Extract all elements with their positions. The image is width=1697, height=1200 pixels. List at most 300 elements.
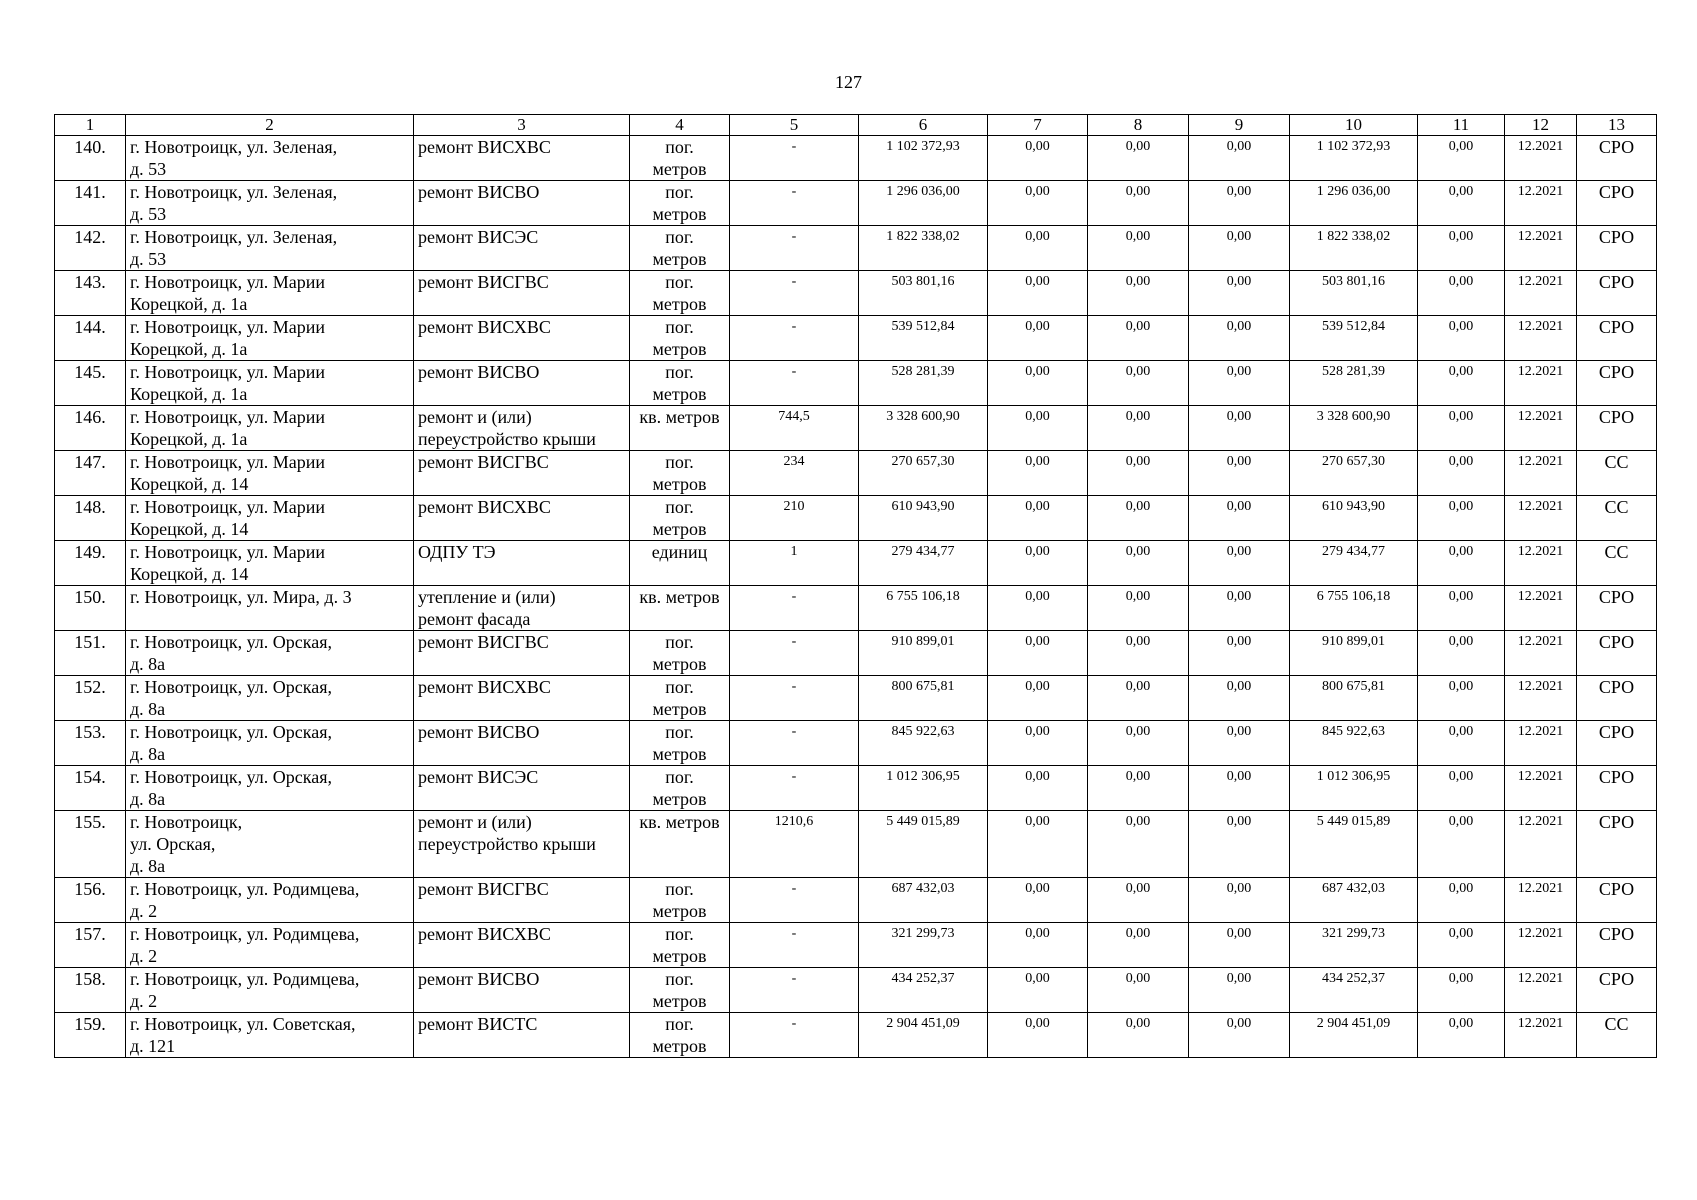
address-cell (126, 766, 414, 811)
table-row (55, 586, 1657, 631)
fund-col7-cell: 0,00 (988, 316, 1088, 361)
address-cell-line: г. Новотроицк, ул. Марии (130, 407, 326, 427)
completion-date-cell: 12.2021 (1505, 1013, 1577, 1058)
quantity-cell: - (730, 878, 859, 923)
unit-cell-line: кв. метров (639, 587, 720, 607)
fund-col11-cell: 0,00 (1418, 676, 1505, 721)
fund-col7-cell: 0,00 (988, 923, 1088, 968)
unit-cell-line: пог. (665, 227, 694, 247)
work-type-cell-line: ОДПУ ТЭ (418, 542, 496, 562)
cost-total-cell: 845 922,63 (859, 721, 988, 766)
unit-cell-line: метров (652, 474, 707, 494)
fund-col10-cell: 3 328 600,90 (1290, 406, 1418, 451)
fund-col7-cell: 0,00 (988, 271, 1088, 316)
repair-registry-table (54, 114, 1657, 1058)
address-cell-line: г. Новотроицк, ул. Мира, д. 3 (130, 587, 352, 607)
fund-col8-cell: 0,00 (1088, 586, 1189, 631)
unit-cell-line: метров (652, 744, 707, 764)
address-cell (126, 676, 414, 721)
address-cell-line: г. Новотроицк, ул. Орская, (130, 767, 333, 787)
unit-cell-line: пог. (665, 272, 694, 292)
row-number: 141. (55, 181, 126, 226)
address-cell-line: Корецкой, д. 1а (130, 384, 248, 404)
unit-cell-line: метров (652, 946, 707, 966)
completion-date-cell: 12.2021 (1505, 586, 1577, 631)
address-cell (126, 968, 414, 1013)
fund-col9-cell: 0,00 (1189, 271, 1290, 316)
unit-cell (630, 811, 730, 878)
fund-col11-cell: 0,00 (1418, 766, 1505, 811)
quantity-cell: 234 (730, 451, 859, 496)
cost-total-cell: 610 943,90 (859, 496, 988, 541)
completion-date-cell: 12.2021 (1505, 271, 1577, 316)
address-cell (126, 136, 414, 181)
fund-col11-cell: 0,00 (1418, 496, 1505, 541)
fund-col9-cell: 0,00 (1189, 811, 1290, 878)
row-number: 152. (55, 676, 126, 721)
table-row (55, 451, 1657, 496)
address-cell-line: Корецкой, д. 14 (130, 474, 249, 494)
address-cell (126, 923, 414, 968)
column-header-5: 5 (730, 115, 859, 136)
fund-col9-cell: 0,00 (1189, 878, 1290, 923)
address-cell (126, 721, 414, 766)
unit-cell-line: пог. (665, 182, 694, 202)
work-type-cell-line: ремонт ВИСХВС (418, 924, 551, 944)
table-row (55, 136, 1657, 181)
row-number: 156. (55, 878, 126, 923)
unit-cell (630, 316, 730, 361)
fund-col8-cell: 0,00 (1088, 496, 1189, 541)
row-number: 158. (55, 968, 126, 1013)
quantity-cell: 210 (730, 496, 859, 541)
unit-cell (630, 496, 730, 541)
quantity-cell: - (730, 316, 859, 361)
cost-total-cell: 270 657,30 (859, 451, 988, 496)
quantity-cell: - (730, 586, 859, 631)
cost-total-cell: 321 299,73 (859, 923, 988, 968)
work-type-cell (414, 496, 630, 541)
work-type-cell-line: ремонт ВИСГВС (418, 452, 549, 472)
column-header-13: 13 (1577, 115, 1657, 136)
fund-col10-cell: 270 657,30 (1290, 451, 1418, 496)
fund-col10-cell: 1 012 306,95 (1290, 766, 1418, 811)
unit-cell-line: кв. метров (639, 812, 720, 832)
fund-col9-cell: 0,00 (1189, 721, 1290, 766)
cost-total-cell: 800 675,81 (859, 676, 988, 721)
cost-total-cell: 434 252,37 (859, 968, 988, 1013)
fund-col7-cell: 0,00 (988, 721, 1088, 766)
fund-col11-cell: 0,00 (1418, 541, 1505, 586)
work-type-cell-line: ремонт фасада (418, 609, 531, 629)
work-type-cell-line: ремонт ВИСТС (418, 1014, 538, 1034)
column-header-4: 4 (630, 115, 730, 136)
work-type-cell-line: ремонт и (или) (418, 407, 532, 427)
column-header-1: 1 (55, 115, 126, 136)
work-type-cell-line: ремонт и (или) (418, 812, 532, 832)
address-cell (126, 181, 414, 226)
unit-cell-line: метров (652, 159, 707, 179)
fund-col7-cell: 0,00 (988, 451, 1088, 496)
work-type-cell (414, 631, 630, 676)
unit-cell-line: метров (652, 519, 707, 539)
fund-col10-cell: 845 922,63 (1290, 721, 1418, 766)
column-number-row (55, 115, 1657, 136)
completion-date-cell: 12.2021 (1505, 766, 1577, 811)
quantity-cell: 1 (730, 541, 859, 586)
cost-total-cell: 2 904 451,09 (859, 1013, 988, 1058)
address-cell-line: г. Новотроицк, ул. Марии (130, 497, 326, 517)
fund-col11-cell: 0,00 (1418, 1013, 1505, 1058)
work-type-cell-line: ремонт ВИСХВС (418, 677, 551, 697)
address-cell-line: Корецкой, д. 1а (130, 294, 248, 314)
column-header-3: 3 (414, 115, 630, 136)
address-cell-line: д. 8а (130, 654, 166, 674)
address-cell-line: д. 8а (130, 744, 166, 764)
unit-cell (630, 136, 730, 181)
work-type-cell (414, 271, 630, 316)
fund-col11-cell: 0,00 (1418, 631, 1505, 676)
completion-date-cell: 12.2021 (1505, 878, 1577, 923)
work-type-cell (414, 541, 630, 586)
work-type-cell (414, 766, 630, 811)
row-number: 144. (55, 316, 126, 361)
fund-col11-cell: 0,00 (1418, 878, 1505, 923)
column-header-2: 2 (126, 115, 414, 136)
address-cell-line: г. Новотроицк, ул. Советская, (130, 1014, 356, 1034)
quantity-cell: - (730, 226, 859, 271)
work-type-cell (414, 361, 630, 406)
address-cell (126, 361, 414, 406)
fund-col7-cell: 0,00 (988, 136, 1088, 181)
fund-type-cell: СРО (1577, 181, 1657, 226)
address-cell-line: г. Новотроицк, ул. Марии (130, 272, 326, 292)
address-cell (126, 631, 414, 676)
address-cell (126, 1013, 414, 1058)
address-cell-line: д. 121 (130, 1036, 176, 1056)
address-cell-line: д. 2 (130, 946, 158, 966)
fund-col10-cell: 687 432,03 (1290, 878, 1418, 923)
completion-date-cell: 12.2021 (1505, 451, 1577, 496)
fund-col9-cell: 0,00 (1189, 766, 1290, 811)
row-number: 149. (55, 541, 126, 586)
unit-cell-line: пог. (665, 722, 694, 742)
fund-col10-cell: 2 904 451,09 (1290, 1013, 1418, 1058)
row-number: 145. (55, 361, 126, 406)
fund-col10-cell: 279 434,77 (1290, 541, 1418, 586)
fund-col10-cell: 539 512,84 (1290, 316, 1418, 361)
work-type-cell (414, 586, 630, 631)
unit-cell (630, 451, 730, 496)
unit-cell (630, 271, 730, 316)
address-cell (126, 541, 414, 586)
fund-col7-cell: 0,00 (988, 968, 1088, 1013)
completion-date-cell: 12.2021 (1505, 923, 1577, 968)
quantity-cell: 744,5 (730, 406, 859, 451)
fund-col8-cell: 0,00 (1088, 316, 1189, 361)
fund-col11-cell: 0,00 (1418, 451, 1505, 496)
unit-cell-line: пог. (665, 879, 694, 899)
address-cell-line: д. 2 (130, 901, 158, 921)
cost-total-cell: 687 432,03 (859, 878, 988, 923)
fund-col8-cell: 0,00 (1088, 676, 1189, 721)
unit-cell (630, 361, 730, 406)
fund-type-cell: СРО (1577, 878, 1657, 923)
fund-col9-cell: 0,00 (1189, 451, 1290, 496)
table-row (55, 271, 1657, 316)
work-type-cell (414, 406, 630, 451)
fund-col9-cell: 0,00 (1189, 923, 1290, 968)
completion-date-cell: 12.2021 (1505, 496, 1577, 541)
unit-cell-line: метров (652, 699, 707, 719)
cost-total-cell: 910 899,01 (859, 631, 988, 676)
row-number: 157. (55, 923, 126, 968)
fund-col10-cell: 610 943,90 (1290, 496, 1418, 541)
fund-col9-cell: 0,00 (1189, 226, 1290, 271)
work-type-cell (414, 136, 630, 181)
column-header-11: 11 (1418, 115, 1505, 136)
fund-col8-cell: 0,00 (1088, 721, 1189, 766)
table-row (55, 676, 1657, 721)
address-cell (126, 496, 414, 541)
fund-col7-cell: 0,00 (988, 226, 1088, 271)
fund-col7-cell: 0,00 (988, 631, 1088, 676)
cost-total-cell: 1 012 306,95 (859, 766, 988, 811)
fund-col9-cell: 0,00 (1189, 968, 1290, 1013)
table-row (55, 361, 1657, 406)
address-cell-line: Корецкой, д. 14 (130, 564, 249, 584)
quantity-cell: 1210,6 (730, 811, 859, 878)
address-cell-line: г. Новотроицк, ул. Зеленая, (130, 227, 338, 247)
address-cell-line: д. 53 (130, 249, 167, 269)
page-number: 127 (835, 72, 862, 92)
unit-cell-line: пог. (665, 362, 694, 382)
table-row (55, 406, 1657, 451)
fund-col10-cell: 1 822 338,02 (1290, 226, 1418, 271)
fund-col11-cell: 0,00 (1418, 316, 1505, 361)
cost-total-cell: 539 512,84 (859, 316, 988, 361)
unit-cell-line: пог. (665, 317, 694, 337)
fund-type-cell: СРО (1577, 316, 1657, 361)
unit-cell (630, 766, 730, 811)
fund-col8-cell: 0,00 (1088, 271, 1189, 316)
work-type-cell-line: ремонт ВИСГВС (418, 272, 549, 292)
work-type-cell (414, 181, 630, 226)
fund-col8-cell: 0,00 (1088, 631, 1189, 676)
address-cell-line: д. 53 (130, 204, 167, 224)
completion-date-cell: 12.2021 (1505, 361, 1577, 406)
address-cell-line: г. Новотроицк, ул. Родимцева, (130, 879, 360, 899)
row-number: 154. (55, 766, 126, 811)
table-row (55, 631, 1657, 676)
quantity-cell: - (730, 968, 859, 1013)
fund-col8-cell: 0,00 (1088, 406, 1189, 451)
fund-col9-cell: 0,00 (1189, 631, 1290, 676)
table-row (55, 968, 1657, 1013)
unit-cell-line: кв. метров (639, 407, 720, 427)
cost-total-cell: 503 801,16 (859, 271, 988, 316)
work-type-cell-line: утепление и (или) (418, 587, 556, 607)
cost-total-cell: 1 296 036,00 (859, 181, 988, 226)
fund-col10-cell: 321 299,73 (1290, 923, 1418, 968)
work-type-cell (414, 721, 630, 766)
fund-type-cell: СРО (1577, 766, 1657, 811)
quantity-cell: - (730, 181, 859, 226)
fund-col8-cell: 0,00 (1088, 451, 1189, 496)
unit-cell-line: метров (652, 384, 707, 404)
cost-total-cell: 1 102 372,93 (859, 136, 988, 181)
fund-type-cell: СС (1577, 451, 1657, 496)
work-type-cell (414, 878, 630, 923)
table-row (55, 923, 1657, 968)
fund-col8-cell: 0,00 (1088, 766, 1189, 811)
fund-col11-cell: 0,00 (1418, 271, 1505, 316)
fund-type-cell: СРО (1577, 586, 1657, 631)
fund-type-cell: СРО (1577, 923, 1657, 968)
fund-type-cell: СРО (1577, 968, 1657, 1013)
fund-type-cell: СРО (1577, 361, 1657, 406)
fund-col7-cell: 0,00 (988, 1013, 1088, 1058)
work-type-cell-line: ремонт ВИСГВС (418, 632, 549, 652)
column-header-8: 8 (1088, 115, 1189, 136)
column-header-7: 7 (988, 115, 1088, 136)
address-cell (126, 586, 414, 631)
fund-col8-cell: 0,00 (1088, 361, 1189, 406)
fund-col7-cell: 0,00 (988, 878, 1088, 923)
table-row (55, 878, 1657, 923)
fund-col11-cell: 0,00 (1418, 968, 1505, 1013)
completion-date-cell: 12.2021 (1505, 631, 1577, 676)
row-number: 148. (55, 496, 126, 541)
unit-cell-line: пог. (665, 632, 694, 652)
work-type-cell-line: ремонт ВИСВО (418, 182, 540, 202)
address-cell-line: г. Новотроицк, (130, 812, 243, 832)
address-cell-line: Корецкой, д. 14 (130, 519, 249, 539)
table-row (55, 811, 1657, 878)
table-row (55, 316, 1657, 361)
unit-cell (630, 721, 730, 766)
work-type-cell (414, 316, 630, 361)
table-row (55, 496, 1657, 541)
fund-col7-cell: 0,00 (988, 406, 1088, 451)
row-number: 143. (55, 271, 126, 316)
fund-col8-cell: 0,00 (1088, 923, 1189, 968)
unit-cell-line: пог. (665, 1014, 694, 1034)
work-type-cell-line: ремонт ВИСХВС (418, 137, 551, 157)
cost-total-cell: 1 822 338,02 (859, 226, 988, 271)
table-row (55, 721, 1657, 766)
quantity-cell: - (730, 676, 859, 721)
fund-col8-cell: 0,00 (1088, 968, 1189, 1013)
address-cell (126, 878, 414, 923)
fund-col7-cell: 0,00 (988, 181, 1088, 226)
column-header-6: 6 (859, 115, 988, 136)
completion-date-cell: 12.2021 (1505, 181, 1577, 226)
unit-cell-line: метров (652, 1036, 707, 1056)
cost-total-cell: 3 328 600,90 (859, 406, 988, 451)
address-cell-line: д. 8а (130, 699, 166, 719)
work-type-cell (414, 811, 630, 878)
address-cell-line: Корецкой, д. 1а (130, 339, 248, 359)
row-number: 153. (55, 721, 126, 766)
address-cell-line: ул. Орская, (130, 834, 216, 854)
row-number: 151. (55, 631, 126, 676)
fund-col7-cell: 0,00 (988, 766, 1088, 811)
table-row (55, 181, 1657, 226)
quantity-cell: - (730, 1013, 859, 1058)
unit-cell-line: метров (652, 991, 707, 1011)
fund-col11-cell: 0,00 (1418, 586, 1505, 631)
work-type-cell (414, 968, 630, 1013)
work-type-cell-line: ремонт ВИСЭС (418, 767, 539, 787)
unit-cell-line: пог. (665, 677, 694, 697)
unit-cell (630, 226, 730, 271)
fund-col9-cell: 0,00 (1189, 586, 1290, 631)
completion-date-cell: 12.2021 (1505, 541, 1577, 586)
quantity-cell: - (730, 361, 859, 406)
fund-col8-cell: 0,00 (1088, 226, 1189, 271)
fund-col8-cell: 0,00 (1088, 1013, 1189, 1058)
fund-type-cell: СРО (1577, 136, 1657, 181)
fund-col11-cell: 0,00 (1418, 226, 1505, 271)
fund-type-cell: СРО (1577, 721, 1657, 766)
fund-col8-cell: 0,00 (1088, 181, 1189, 226)
completion-date-cell: 12.2021 (1505, 811, 1577, 878)
fund-type-cell: СРО (1577, 631, 1657, 676)
fund-col11-cell: 0,00 (1418, 406, 1505, 451)
address-cell (126, 451, 414, 496)
table-header (55, 115, 1657, 136)
fund-type-cell: СРО (1577, 811, 1657, 878)
address-cell-line: г. Новотроицк, ул. Марии (130, 362, 326, 382)
address-cell-line: г. Новотроицк, ул. Марии (130, 452, 326, 472)
fund-col7-cell: 0,00 (988, 541, 1088, 586)
work-type-cell-line: ремонт ВИСХВС (418, 497, 551, 517)
fund-col10-cell: 5 449 015,89 (1290, 811, 1418, 878)
address-cell-line: д. 2 (130, 991, 158, 1011)
unit-cell-line: пог. (665, 924, 694, 944)
work-type-cell-line: ремонт ВИСГВС (418, 879, 549, 899)
fund-col10-cell: 503 801,16 (1290, 271, 1418, 316)
completion-date-cell: 12.2021 (1505, 226, 1577, 271)
cost-total-cell: 528 281,39 (859, 361, 988, 406)
fund-type-cell: СС (1577, 541, 1657, 586)
work-type-cell (414, 676, 630, 721)
row-number: 155. (55, 811, 126, 878)
fund-col8-cell: 0,00 (1088, 136, 1189, 181)
fund-col9-cell: 0,00 (1189, 496, 1290, 541)
fund-col9-cell: 0,00 (1189, 1013, 1290, 1058)
quantity-cell: - (730, 631, 859, 676)
address-cell (126, 271, 414, 316)
address-cell-line: г. Новотроицк, ул. Марии (130, 542, 326, 562)
unit-cell-line: метров (652, 249, 707, 269)
unit-cell (630, 181, 730, 226)
fund-col9-cell: 0,00 (1189, 676, 1290, 721)
fund-type-cell: СРО (1577, 226, 1657, 271)
unit-cell-line: единиц (651, 542, 708, 562)
fund-col9-cell: 0,00 (1189, 541, 1290, 586)
fund-col7-cell: 0,00 (988, 496, 1088, 541)
work-type-cell-line: переустройство крыши (418, 834, 596, 854)
unit-cell (630, 968, 730, 1013)
completion-date-cell: 12.2021 (1505, 968, 1577, 1013)
work-type-cell (414, 923, 630, 968)
unit-cell (630, 631, 730, 676)
unit-cell (630, 586, 730, 631)
unit-cell-line: метров (652, 204, 707, 224)
row-number: 159. (55, 1013, 126, 1058)
